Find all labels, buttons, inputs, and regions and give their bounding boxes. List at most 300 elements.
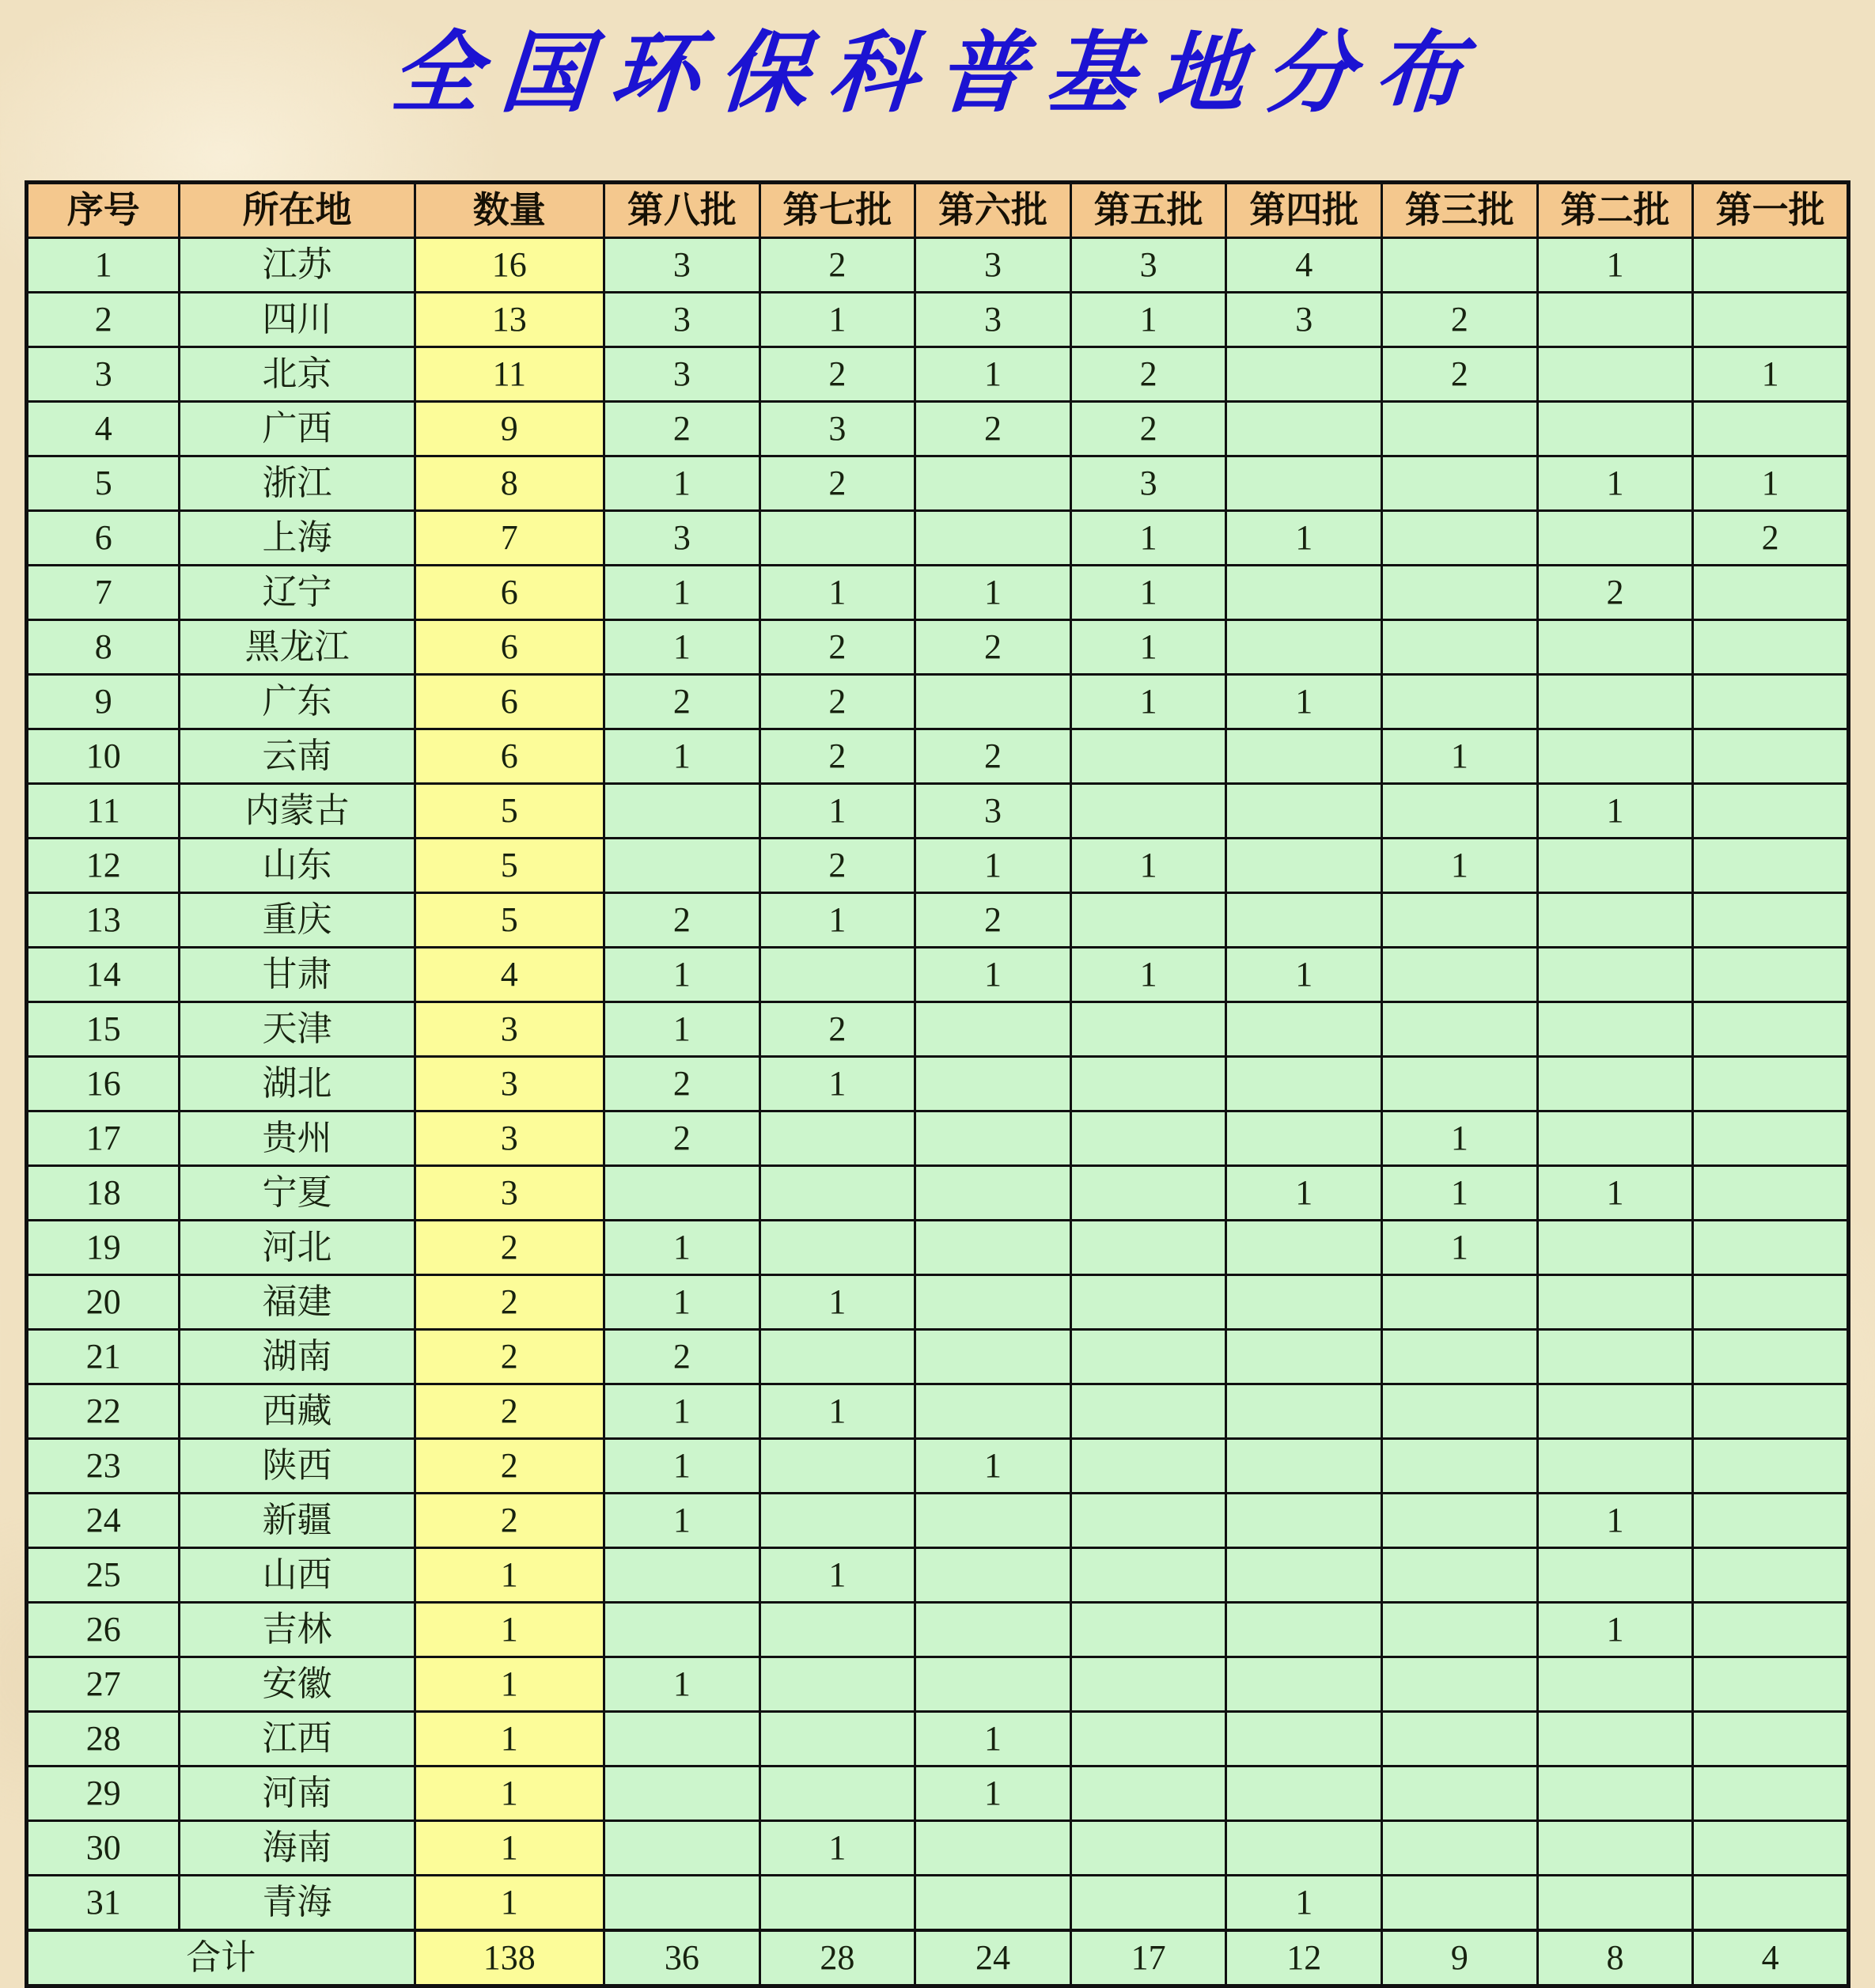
row-number-cell: 19	[27, 1221, 180, 1275]
batch-cell: 1	[1537, 1494, 1693, 1548]
batch-cell	[1537, 675, 1693, 729]
batch-cell: 2	[1537, 566, 1693, 620]
location-cell: 内蒙古	[180, 784, 415, 839]
table-row	[27, 1166, 1849, 1221]
batch-cell: 1	[915, 566, 1071, 620]
batch-cell	[1070, 1111, 1226, 1166]
batch-cell	[915, 456, 1071, 511]
row-number-cell: 7	[27, 566, 180, 620]
batch-cell	[1693, 402, 1849, 456]
batch-cell	[1382, 456, 1538, 511]
batch-cell	[1226, 1057, 1382, 1111]
location-cell: 山东	[180, 839, 415, 893]
batch-cell: 1	[1226, 1876, 1382, 1931]
batch-cell	[1070, 1766, 1226, 1821]
batch-cell	[1226, 1439, 1382, 1494]
batch-cell	[1226, 1603, 1382, 1657]
location-cell: 福建	[180, 1275, 415, 1330]
batch-cell: 4	[1226, 238, 1382, 293]
batch-cell	[759, 1221, 915, 1275]
table-row	[27, 347, 1849, 402]
batch-cell	[759, 1439, 915, 1494]
batch-cell	[759, 1766, 915, 1821]
row-number-cell: 18	[27, 1166, 180, 1221]
batch-cell	[1382, 1275, 1538, 1330]
total-batch-cell: 4	[1693, 1930, 1849, 1986]
batch-cell	[1070, 1384, 1226, 1439]
table-row	[27, 675, 1849, 729]
batch-cell: 2	[915, 620, 1071, 675]
count-cell: 2	[415, 1494, 604, 1548]
location-cell: 广东	[180, 675, 415, 729]
batch-cell: 2	[759, 1002, 915, 1057]
batch-cell	[915, 1166, 1071, 1221]
batch-cell	[915, 1494, 1071, 1548]
batch-cell	[1226, 1548, 1382, 1603]
table-row	[27, 511, 1849, 566]
batch-cell	[1693, 1712, 1849, 1766]
count-cell: 11	[415, 347, 604, 402]
batch-cell	[1070, 1330, 1226, 1384]
batch-cell	[1537, 1221, 1693, 1275]
location-cell: 天津	[180, 1002, 415, 1057]
table-row	[27, 1275, 1849, 1330]
location-cell: 安徽	[180, 1657, 415, 1712]
batch-cell	[759, 511, 915, 566]
batch-cell	[1537, 293, 1693, 347]
location-cell: 山西	[180, 1548, 415, 1603]
location-cell: 海南	[180, 1821, 415, 1876]
batch-cell: 1	[604, 1384, 760, 1439]
batch-cell	[1537, 1002, 1693, 1057]
batch-cell	[1693, 948, 1849, 1002]
location-cell: 陕西	[180, 1439, 415, 1494]
batch-cell: 1	[1070, 293, 1226, 347]
batch-cell	[1070, 1057, 1226, 1111]
batch-cell	[915, 1384, 1071, 1439]
batch-cell: 2	[915, 729, 1071, 784]
row-number-cell: 8	[27, 620, 180, 675]
location-cell: 浙江	[180, 456, 415, 511]
table-row	[27, 1384, 1849, 1439]
batch-cell	[1382, 1494, 1538, 1548]
count-cell: 7	[415, 511, 604, 566]
batch-cell	[604, 839, 760, 893]
batch-cell: 1	[1382, 1111, 1538, 1166]
location-cell: 新疆	[180, 1494, 415, 1548]
location-cell: 江苏	[180, 238, 415, 293]
count-cell: 3	[415, 1057, 604, 1111]
location-cell: 上海	[180, 511, 415, 566]
batch-cell: 1	[1537, 784, 1693, 839]
batch-cell	[1693, 1657, 1849, 1712]
table-row	[27, 1766, 1849, 1821]
table-row	[27, 893, 1849, 948]
count-cell: 1	[415, 1821, 604, 1876]
batch-cell	[1537, 1821, 1693, 1876]
batch-cell	[1537, 948, 1693, 1002]
batch-cell: 3	[759, 402, 915, 456]
batch-cell: 1	[1070, 511, 1226, 566]
batch-cell: 2	[759, 839, 915, 893]
batch-cell: 1	[1226, 948, 1382, 1002]
batch-cell	[1693, 1494, 1849, 1548]
batch-cell: 3	[915, 238, 1071, 293]
batch-cell	[759, 948, 915, 1002]
batch-cell	[1693, 1275, 1849, 1330]
batch-cell	[1382, 1603, 1538, 1657]
batch-cell: 1	[759, 893, 915, 948]
batch-cell	[1537, 1330, 1693, 1384]
batch-cell: 1	[1226, 1166, 1382, 1221]
count-cell: 9	[415, 402, 604, 456]
total-batch-cell: 24	[915, 1930, 1071, 1986]
batch-cell: 1	[1226, 511, 1382, 566]
row-number-cell: 5	[27, 456, 180, 511]
batch-cell	[1070, 1603, 1226, 1657]
location-cell: 四川	[180, 293, 415, 347]
count-cell: 16	[415, 238, 604, 293]
batch-cell	[1070, 1712, 1226, 1766]
table-row	[27, 1221, 1849, 1275]
batch-cell	[1382, 1439, 1538, 1494]
batch-cell	[759, 1876, 915, 1931]
batch-cell	[915, 1275, 1071, 1330]
location-cell: 甘肃	[180, 948, 415, 1002]
batch-cell	[1382, 1766, 1538, 1821]
row-number-cell: 28	[27, 1712, 180, 1766]
count-cell: 1	[415, 1766, 604, 1821]
batch-cell	[1693, 1111, 1849, 1166]
batch-cell	[1693, 1221, 1849, 1275]
batch-cell	[604, 1876, 760, 1931]
header-cell: 第二批	[1537, 183, 1693, 238]
batch-cell: 1	[1537, 238, 1693, 293]
table-body	[27, 238, 1849, 1986]
batch-cell	[1382, 1821, 1538, 1876]
batch-cell	[759, 1657, 915, 1712]
batch-cell	[604, 1766, 760, 1821]
row-number-cell: 21	[27, 1330, 180, 1384]
location-cell: 湖南	[180, 1330, 415, 1384]
batch-cell	[604, 1821, 760, 1876]
batch-cell	[1537, 511, 1693, 566]
batch-cell	[1537, 1548, 1693, 1603]
row-number-cell: 6	[27, 511, 180, 566]
total-batch-cell: 28	[759, 1930, 915, 1986]
batch-cell	[759, 1603, 915, 1657]
batch-cell: 1	[1070, 839, 1226, 893]
count-cell: 2	[415, 1330, 604, 1384]
batch-cell: 1	[1537, 456, 1693, 511]
header-cell: 序号	[27, 183, 180, 238]
batch-cell	[759, 1494, 915, 1548]
batch-cell: 3	[915, 784, 1071, 839]
row-number-cell: 11	[27, 784, 180, 839]
batch-cell	[915, 675, 1071, 729]
batch-cell	[1070, 1166, 1226, 1221]
batch-cell	[1226, 784, 1382, 839]
total-batch-cell: 36	[604, 1930, 760, 1986]
batch-cell: 1	[1070, 675, 1226, 729]
batch-cell	[1693, 839, 1849, 893]
batch-cell	[604, 1603, 760, 1657]
batch-cell	[1070, 1657, 1226, 1712]
batch-cell: 1	[604, 1275, 760, 1330]
location-cell: 重庆	[180, 893, 415, 948]
row-number-cell: 31	[27, 1876, 180, 1931]
batch-cell	[1693, 729, 1849, 784]
table-row	[27, 1494, 1849, 1548]
batch-cell: 1	[915, 839, 1071, 893]
batch-cell	[915, 1330, 1071, 1384]
count-cell: 2	[415, 1275, 604, 1330]
batch-cell	[1226, 1766, 1382, 1821]
row-number-cell: 3	[27, 347, 180, 402]
batch-cell	[1070, 1548, 1226, 1603]
batch-cell	[1382, 675, 1538, 729]
row-number-cell: 30	[27, 1821, 180, 1876]
batch-cell: 2	[604, 893, 760, 948]
count-cell: 2	[415, 1221, 604, 1275]
batch-cell: 2	[1382, 347, 1538, 402]
batch-cell	[1693, 675, 1849, 729]
batch-cell	[915, 1876, 1071, 1931]
count-cell: 3	[415, 1002, 604, 1057]
batch-cell: 3	[604, 238, 760, 293]
table-row	[27, 839, 1849, 893]
batch-cell: 1	[604, 620, 760, 675]
row-number-cell: 2	[27, 293, 180, 347]
batch-cell	[1537, 1766, 1693, 1821]
batch-cell: 2	[604, 1330, 760, 1384]
batch-cell	[1382, 784, 1538, 839]
batch-cell	[915, 1548, 1071, 1603]
count-cell: 13	[415, 293, 604, 347]
table-row	[27, 566, 1849, 620]
batch-cell: 1	[604, 1439, 760, 1494]
batch-cell: 1	[915, 948, 1071, 1002]
batch-cell	[1382, 566, 1538, 620]
batch-cell: 1	[1070, 566, 1226, 620]
total-batch-cell: 17	[1070, 1930, 1226, 1986]
batch-cell	[759, 1712, 915, 1766]
row-number-cell: 4	[27, 402, 180, 456]
header-cell: 第一批	[1693, 183, 1849, 238]
batch-cell	[1226, 1657, 1382, 1712]
batch-cell	[1693, 784, 1849, 839]
count-cell: 3	[415, 1111, 604, 1166]
total-batch-cell: 12	[1226, 1930, 1382, 1986]
batch-cell	[1537, 1057, 1693, 1111]
count-cell: 6	[415, 566, 604, 620]
row-number-cell: 20	[27, 1275, 180, 1330]
row-number-cell: 24	[27, 1494, 180, 1548]
location-cell: 广西	[180, 402, 415, 456]
location-cell: 北京	[180, 347, 415, 402]
batch-cell	[915, 1057, 1071, 1111]
batch-cell: 1	[1382, 1166, 1538, 1221]
batch-cell: 1	[604, 1002, 760, 1057]
header-cell: 第七批	[759, 183, 915, 238]
count-cell: 5	[415, 839, 604, 893]
batch-cell	[1693, 1439, 1849, 1494]
row-number-cell: 13	[27, 893, 180, 948]
batch-cell: 1	[604, 1221, 760, 1275]
count-cell: 1	[415, 1876, 604, 1931]
batch-cell	[1693, 566, 1849, 620]
batch-cell	[1537, 1876, 1693, 1931]
batch-cell	[1382, 1057, 1538, 1111]
table-row	[27, 620, 1849, 675]
batch-cell	[1070, 784, 1226, 839]
batch-cell	[1070, 1002, 1226, 1057]
table-row	[27, 402, 1849, 456]
location-cell: 贵州	[180, 1111, 415, 1166]
batch-cell	[1226, 1821, 1382, 1876]
batch-cell: 2	[604, 402, 760, 456]
batch-cell: 1	[759, 784, 915, 839]
header-cell: 第三批	[1382, 183, 1538, 238]
row-number-cell: 25	[27, 1548, 180, 1603]
row-number-cell: 1	[27, 238, 180, 293]
header-cell: 第六批	[915, 183, 1071, 238]
batch-cell: 2	[1382, 293, 1538, 347]
batch-cell	[1226, 347, 1382, 402]
batch-cell	[1226, 1221, 1382, 1275]
batch-cell: 3	[604, 347, 760, 402]
total-row	[27, 1930, 1849, 1986]
count-cell: 4	[415, 948, 604, 1002]
batch-cell	[1537, 1275, 1693, 1330]
table-row	[27, 729, 1849, 784]
batch-cell	[1070, 729, 1226, 784]
batch-cell: 1	[1693, 347, 1849, 402]
batch-cell: 2	[604, 1111, 760, 1166]
total-label-cell: 合计	[27, 1930, 415, 1986]
location-cell: 河南	[180, 1766, 415, 1821]
batch-cell: 1	[604, 1657, 760, 1712]
batch-cell	[915, 1603, 1071, 1657]
batch-cell	[1226, 456, 1382, 511]
location-cell: 黑龙江	[180, 620, 415, 675]
count-cell: 1	[415, 1548, 604, 1603]
batch-cell	[1382, 511, 1538, 566]
batch-cell	[1226, 1330, 1382, 1384]
batch-cell: 2	[759, 729, 915, 784]
location-cell: 西藏	[180, 1384, 415, 1439]
batch-cell	[1693, 893, 1849, 948]
row-number-cell: 22	[27, 1384, 180, 1439]
row-number-cell: 10	[27, 729, 180, 784]
location-cell: 青海	[180, 1876, 415, 1931]
batch-cell: 2	[915, 402, 1071, 456]
batch-cell	[1382, 1002, 1538, 1057]
location-cell: 云南	[180, 729, 415, 784]
batch-cell	[1537, 1657, 1693, 1712]
count-cell: 2	[415, 1439, 604, 1494]
batch-cell	[1693, 1330, 1849, 1384]
batch-cell	[1382, 893, 1538, 948]
batch-cell	[1226, 1494, 1382, 1548]
batch-cell	[1226, 1712, 1382, 1766]
batch-cell	[915, 1111, 1071, 1166]
batch-cell	[1226, 1275, 1382, 1330]
total-count-cell: 138	[415, 1930, 604, 1986]
batch-cell	[759, 1111, 915, 1166]
row-number-cell: 15	[27, 1002, 180, 1057]
table-row	[27, 1876, 1849, 1931]
batch-cell: 3	[1070, 238, 1226, 293]
batch-cell: 1	[604, 456, 760, 511]
batch-cell: 2	[604, 1057, 760, 1111]
location-cell: 宁夏	[180, 1166, 415, 1221]
header-row	[27, 183, 1849, 238]
batch-cell: 1	[604, 566, 760, 620]
count-cell: 2	[415, 1384, 604, 1439]
header-cell: 所在地	[180, 183, 415, 238]
batch-cell	[1693, 1821, 1849, 1876]
table-row	[27, 1439, 1849, 1494]
batch-cell	[759, 1166, 915, 1221]
batch-cell	[1226, 839, 1382, 893]
batch-cell: 1	[915, 1766, 1071, 1821]
batch-cell: 1	[604, 948, 760, 1002]
location-cell: 吉林	[180, 1603, 415, 1657]
batch-cell	[1537, 839, 1693, 893]
batch-cell	[604, 1712, 760, 1766]
location-cell: 河北	[180, 1221, 415, 1275]
batch-cell: 2	[604, 675, 760, 729]
batch-cell: 3	[1070, 456, 1226, 511]
row-number-cell: 27	[27, 1657, 180, 1712]
batch-cell: 2	[1693, 511, 1849, 566]
batch-cell: 1	[1070, 620, 1226, 675]
batch-cell	[1070, 1494, 1226, 1548]
batch-cell: 2	[759, 347, 915, 402]
batch-cell	[1693, 1766, 1849, 1821]
batch-cell: 1	[604, 1494, 760, 1548]
batch-cell	[1070, 1876, 1226, 1931]
row-number-cell: 9	[27, 675, 180, 729]
batch-cell: 2	[759, 620, 915, 675]
batch-cell: 1	[915, 347, 1071, 402]
batch-cell	[915, 1221, 1071, 1275]
distribution-table	[25, 180, 1850, 1988]
row-number-cell: 23	[27, 1439, 180, 1494]
batch-cell: 1	[1070, 948, 1226, 1002]
table-row	[27, 1712, 1849, 1766]
batch-cell	[1226, 566, 1382, 620]
table-row	[27, 1603, 1849, 1657]
batch-cell	[1537, 1384, 1693, 1439]
table-row	[27, 238, 1849, 293]
header-cell: 第五批	[1070, 183, 1226, 238]
count-cell: 1	[415, 1712, 604, 1766]
table-row	[27, 1330, 1849, 1384]
batch-cell	[1693, 1002, 1849, 1057]
count-cell: 1	[415, 1603, 604, 1657]
batch-cell	[915, 511, 1071, 566]
batch-cell: 3	[604, 293, 760, 347]
batch-cell: 1	[759, 293, 915, 347]
batch-cell	[604, 784, 760, 839]
batch-cell: 1	[1382, 839, 1538, 893]
batch-cell	[1537, 620, 1693, 675]
batch-cell: 1	[759, 1384, 915, 1439]
batch-cell	[1693, 1166, 1849, 1221]
batch-cell	[1070, 1821, 1226, 1876]
